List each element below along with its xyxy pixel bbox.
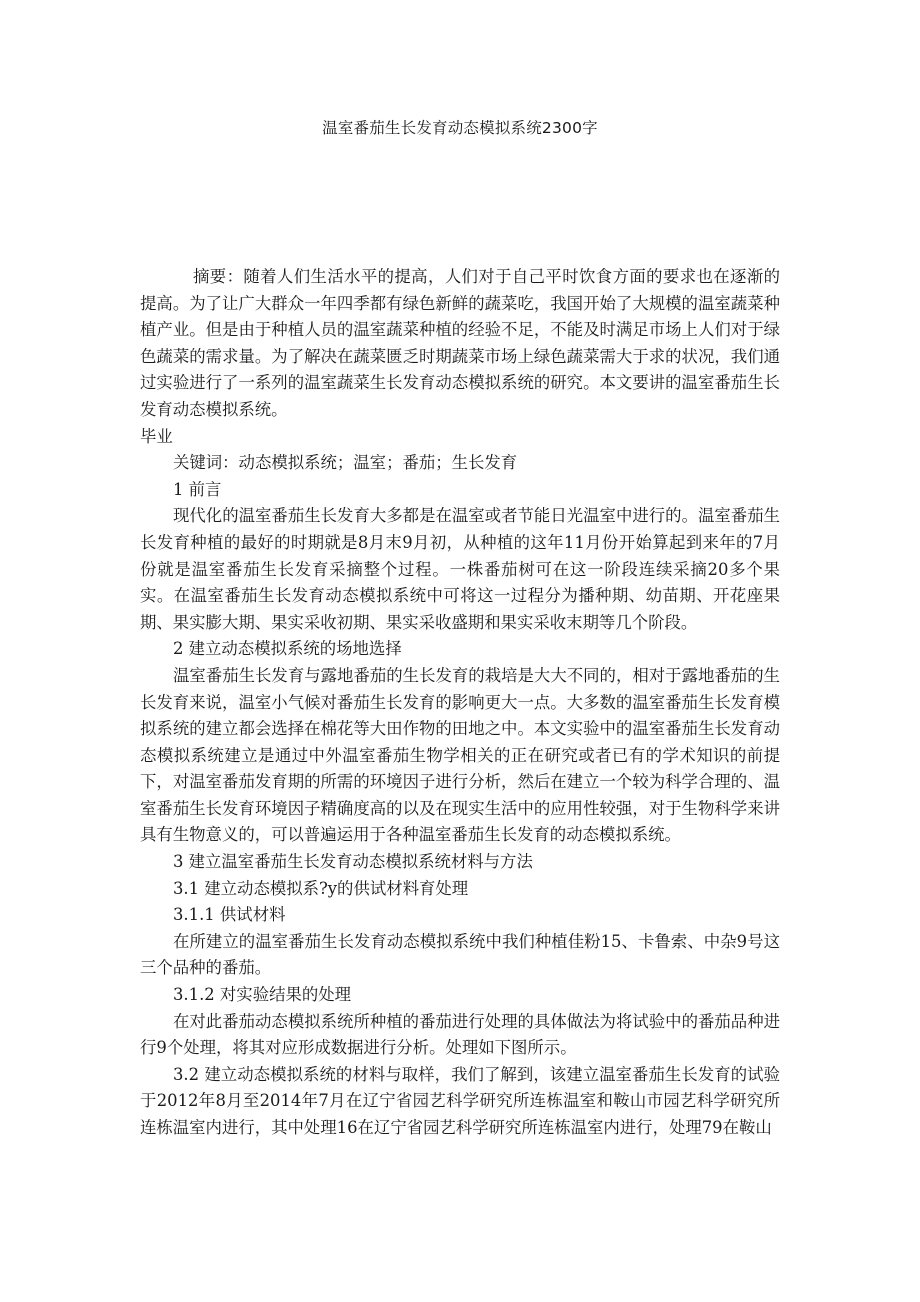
section-heading: 2 建立动态模拟系统的场地选择	[173, 639, 402, 659]
document-title: 温室番茄生长发育动态模拟系统2300字	[322, 119, 598, 137]
document-body	[140, 264, 780, 1142]
section-heading: 3 建立温室番茄生长发育动态模拟系统材料与方法	[173, 852, 533, 872]
section-paragraph: 3.2 建立动态模拟系统的材料与取样，我们了解到，该建立温室番茄生长发育的试验于2012年8月至2014年7月在辽宁省园艺科学研究所连栋温室和鞍山市园艺科学研究所连栋温室内进行，其中处理16在辽宁省园艺科学研究所连栋温室内进行，处理79在鞍山	[140, 1064, 780, 1137]
tag-line: 毕业	[140, 426, 173, 446]
section-paragraph: 在对此番茄动态模拟系统所种植的番茄进行处理的具体做法为将试验中的番茄品种进行9个处理，将其对应形成数据进行分析。处理如下图所示。	[140, 1011, 780, 1058]
section-paragraph: 现代化的温室番茄生长发育大多都是在温室或者节能日光温室中进行的。温室番茄生长发育种植的最好的时期就是8月末9月初，从种植的这年11月份开始算起到来年的7月份就是温室番茄生长发育采摘整个过程。一株番茄树可在这一阶段连续采摘20多个果实。在温室番茄生长发育动态模拟系统中可将这一过程分为播种期、幼苗期、开花座果期、果实膨大期、果实采收初期、果实采收盛期和果实采收末期等几个阶段。	[140, 506, 780, 632]
section-paragraph: 温室番茄生长发育与露地番茄的生长发育的栽培是大大不同的，相对于露地番茄的生长发育来说，温室小气候对番茄生长发育的影响更大一点。大多数的温室番茄生长发育模拟系统的建立都会选择在棉花等大田作物的田地之中。本文实验中的温室番茄生长发育动态模拟系统建立是通过中外温室番茄生物学相关的正在研究或者已有的学术知识的前提下，对温室番茄发育期的所需的环境因子进行分析，然后在建立一个较为科学合理的、温室番茄生长发育环境因子精确度高的以及在现实生活中的应用性较强，对于生物科学来讲具有生物意义的，可以普遍运用于各种温室番茄生长发育的动态模拟系统。	[140, 665, 780, 845]
abstract-paragraph: 摘要：随着人们生活水平的提高，人们对于自己平时饮食方面的要求也在逐渐的提高。为了让广大群众一年四季都有绿色新鲜的蔬菜吃，我国开始了大规模的温室蔬菜种植产业。但是由于种植人员的温室蔬菜种植的经验不足，不能及时满足市场上人们对于绿色蔬菜的需求量。为了解决在蔬菜匮乏时期蔬菜市场上绿色蔬菜需大于求的状况，我们通过实验进行了一系列的温室蔬菜生长发育动态模拟系统的研究。本文要讲的温室番茄生长发育动态模拟系统。	[140, 267, 780, 419]
subsubsection-heading: 3.1.2 对实验结果的处理	[173, 985, 352, 1005]
keywords-line: 关键词：动态模拟系统；温室；番茄；生长发育	[173, 453, 518, 473]
subsubsection-heading: 3.1.1 供试材料	[173, 905, 286, 925]
section-heading: 1 前言	[173, 479, 222, 499]
section-paragraph: 在所建立的温室番茄生长发育动态模拟系统中我们种植佳粉15、卡鲁索、中杂9号这三个品种的番茄。	[140, 931, 780, 978]
subsection-heading: 3.1 建立动态模拟系?y的供试材料育处理	[173, 878, 469, 898]
